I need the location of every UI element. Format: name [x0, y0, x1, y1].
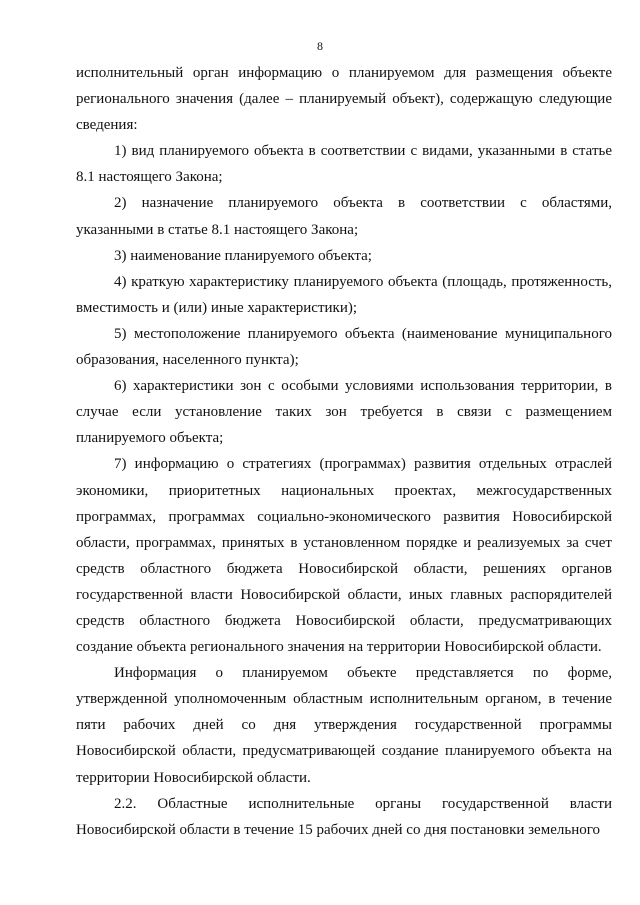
- page-number: 8: [317, 39, 323, 53]
- document-body: [76, 60, 612, 843]
- list-item-6: 6) характеристики зон с особыми условиями использования территории, в случае если установление таких зон требуется в связи с размещением планируемого объекта;: [76, 378, 612, 447]
- paragraph-section-2-2: 2.2. Областные исполнительные органы государственной власти Новосибирской области в течение 15 рабочих дней со дня постановки земельного: [76, 795, 612, 838]
- list-item-2: 2) назначение планируемого объекта в соответствии с областями, указанными в статье 8.1 настоящего Закона;: [76, 195, 612, 238]
- list-item-7: 7) информацию о стратегиях (программах) развития отдельных отраслей экономики, приоритетных национальных проектах, межгосударственных программах, программах социально-экономического развития Новосибирской области, программах, принятых в установленном порядке и реализуемых за счет средств областного бюджета Новосибирской области, решениях органов государственной власти Новосибирской области, иных главных распорядителей средств областного бюджета Новосибирской области, предусматривающих создание объекта регионального значения на территории Новосибирской области.: [76, 456, 612, 656]
- list-item-5: 5) местоположение планируемого объекта (наименование муниципального образования, населенного пункта);: [76, 325, 612, 369]
- list-item-1: 1) вид планируемого объекта в соответствии с видами, указанными в статье 8.1 настоящего Закона;: [76, 143, 612, 186]
- paragraph-continuation: исполнительный орган информацию о планируемом для размещения объекте регионального значения (далее – планируемый объект), содержащую следующие сведения:: [76, 65, 612, 134]
- list-item-4: 4) краткую характеристику планируемого объекта (площадь, протяженность, вместимость и (или) иные характеристики);: [76, 273, 612, 316]
- paragraph-information: Информация о планируемом объекте представляется по форме, утвержденной уполномоченным областным исполнительным органом, в течение пяти рабочих дней со дня утверждения государственной программы Новосибирской области, предусматривающей создание планируемого объекта на территории Новосибирской области.: [76, 665, 612, 786]
- list-item-3: 3) наименование планируемого объекта;: [114, 247, 372, 264]
